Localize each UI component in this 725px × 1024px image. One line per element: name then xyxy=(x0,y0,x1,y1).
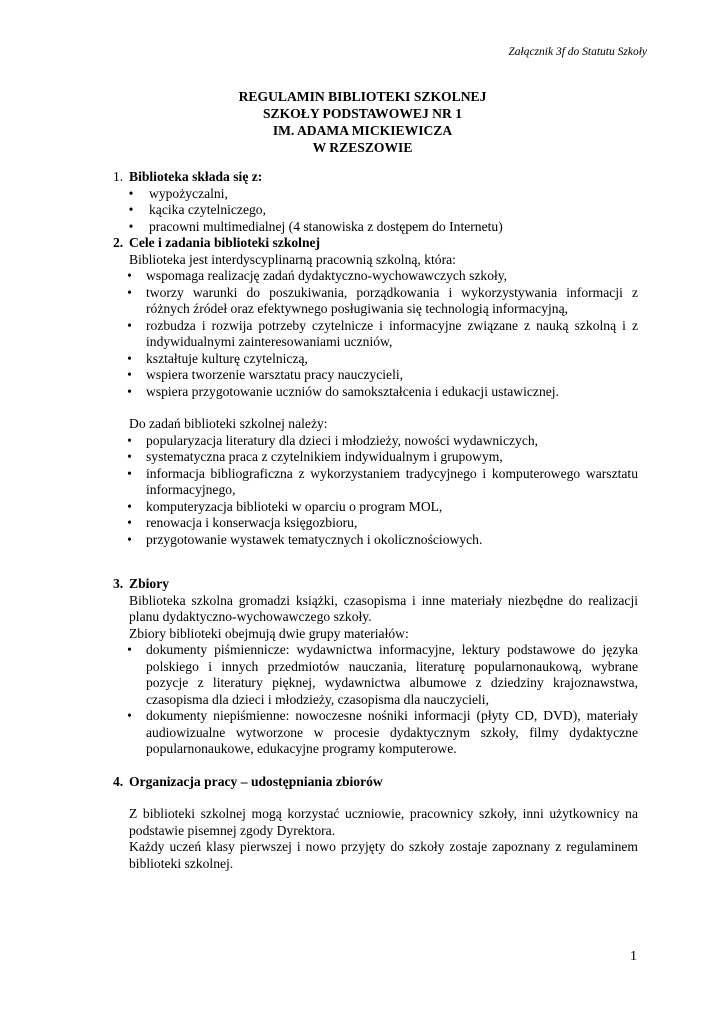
bullet-icon: • xyxy=(127,317,132,333)
bullet-icon: • xyxy=(127,449,132,464)
list-item-text: tworzy warunki do poszukiwania, porządkowania i wykorzystywania informacji z różnych źródeł oraz efektywnego posługiwania się technologią informacyjną, xyxy=(146,284,638,316)
bullet-list xyxy=(113,642,638,758)
section-title: Zbiory xyxy=(129,576,170,591)
spacer xyxy=(113,790,638,806)
section-title: Cele i zadania biblioteki szkolnej xyxy=(129,235,321,250)
appendix-note: Załącznik 3f do Statutu Szkoły xyxy=(508,46,647,58)
list-item-text: dokumenty piśmiennicze: wydawnictwa informacyjne, lektury podstawowe do języka polskiego i innych przedmiotów nauczania, literaturę popularnonaukową, wybrane pozycje z literatury pięknej, wydawnictwa albumowe z dziedziny krajoznawstwa, czasopisma dla dzieci i młodzieży, czasopisma dla nauczycieli, xyxy=(146,642,638,707)
spacer xyxy=(113,548,638,576)
section-number: 2. xyxy=(113,235,124,250)
list-item-text: dokumenty niepiśmienne: nowoczesne nośniki informacji (płyty CD, DVD), materiały audiowizualne wytworzone w procesie dydaktycznym szkoły, filmy dydaktyczne popularnonaukowe, edukacyjne programy komputerowe. xyxy=(146,708,638,756)
list-item-text: popularyzacja literatury dla dzieci i młodzieży, nowości wydawniczych, xyxy=(146,432,539,448)
bullet-list xyxy=(113,186,638,236)
section-heading xyxy=(113,235,638,252)
title-line: SZKOŁY PODSTAWOWEJ NR 1 xyxy=(262,106,463,121)
title-line: IM. ADAMA MICKIEWICZA xyxy=(272,123,453,138)
spacer xyxy=(113,400,638,416)
bullet-icon: • xyxy=(127,642,132,657)
list-item xyxy=(113,532,638,549)
paragraph: Z biblioteki szkolnej mogą korzystać uczniowie, pracownicy szkoły, inni użytkownicy na podstawie pisemnej zgody Dyrektora. xyxy=(129,806,638,838)
list-item xyxy=(113,708,638,758)
list-item-text: rozbudza i rozwija potrzeby czytelnicze i informacyjne związane z nauką szkolną i z indywidualnymi zainteresowaniami uczniów, xyxy=(146,317,638,349)
bullet-icon: • xyxy=(127,367,132,382)
list-item xyxy=(113,268,638,285)
list-item xyxy=(113,433,638,450)
list-item-text: komputeryzacja biblioteki w oparciu o program MOL, xyxy=(146,498,443,514)
list-item-text: kształtuje kulturę czytelniczą, xyxy=(146,350,308,366)
list-item-text: wspiera przygotowanie uczniów do samokształcenia i edukacji ustawicznej. xyxy=(146,383,559,399)
bullet-icon: • xyxy=(128,185,134,201)
bullet-icon: • xyxy=(127,531,132,547)
list-item xyxy=(113,186,638,203)
list-item-text: przygotowanie wystawek tematycznych i okolicznościowych. xyxy=(146,531,483,547)
list-item xyxy=(113,466,638,499)
section-heading xyxy=(113,774,638,791)
list-item-text: kącika czytelniczego, xyxy=(149,202,266,217)
list-item xyxy=(113,515,638,532)
section-title: Organizacja pracy – udostępniania zbiorów xyxy=(129,773,383,789)
section-title: Biblioteka składa się z: xyxy=(129,169,263,184)
list-item-text: wspomaga realizację zadań dydaktyczno-wychowawczych szkoły, xyxy=(146,268,508,283)
section-heading xyxy=(113,169,638,186)
list-item-text: pracowni multimedialnej (4 stanowiska z dostępem do Internetu) xyxy=(149,218,503,234)
document-body xyxy=(113,169,638,872)
bullet-icon: • xyxy=(127,383,132,399)
paragraph: Do zadań biblioteki szkolnej należy: xyxy=(129,416,328,431)
bullet-list xyxy=(113,433,638,549)
list-item xyxy=(113,351,638,368)
bullet-icon: • xyxy=(127,465,132,481)
list-item xyxy=(113,367,638,384)
section-heading xyxy=(113,576,638,593)
paragraph: Zbiory biblioteki obejmują dwie grupy materiałów: xyxy=(129,625,409,641)
list-item xyxy=(113,499,638,516)
list-item-text: systematyczna praca z czytelnikiem indywidualnym i grupowym, xyxy=(146,449,503,464)
bullet-icon: • xyxy=(127,708,132,723)
document-title xyxy=(0,88,725,156)
bullet-icon: • xyxy=(127,268,132,283)
list-item xyxy=(113,285,638,318)
list-item xyxy=(113,449,638,466)
list-item xyxy=(113,384,638,401)
section-number: 1. xyxy=(113,169,124,184)
bullet-icon: • xyxy=(127,515,132,530)
bullet-list xyxy=(113,268,638,400)
paragraph: Biblioteka szkolna gromadzi książki, czasopisma i inne materiały niezbędne do realizacji planu dydaktyczno-wychowawczego szkoły. xyxy=(129,592,638,624)
list-item-text: informacja bibliograficzna z wykorzystaniem tradycyjnego i komputerowego warsztatu informacyjnego, xyxy=(146,465,638,497)
list-item xyxy=(113,642,638,708)
bullet-icon: • xyxy=(128,218,134,234)
bullet-icon: • xyxy=(127,432,132,448)
bullet-icon: • xyxy=(127,498,132,514)
list-item xyxy=(113,318,638,351)
paragraph: Biblioteka jest interdyscyplinarną pracownią szkolną, która: xyxy=(129,251,456,267)
list-item-text: renowacja i konserwacja księgozbioru, xyxy=(146,515,358,530)
bullet-icon: • xyxy=(128,202,134,217)
list-item xyxy=(113,202,638,219)
list-item-text: wypożyczalni, xyxy=(149,185,228,201)
section-number: 4. xyxy=(113,773,124,789)
bullet-icon: • xyxy=(127,350,132,366)
list-item xyxy=(113,219,638,236)
title-line: REGULAMIN BIBLIOTEKI SZKOLNEJ xyxy=(238,89,487,104)
section-number: 3. xyxy=(113,576,124,591)
page-number: 1 xyxy=(630,949,637,964)
spacer xyxy=(113,758,638,774)
bullet-icon: • xyxy=(127,284,132,300)
list-item-text: wspiera tworzenie warsztatu pracy nauczycieli, xyxy=(146,367,404,382)
paragraph: Każdy uczeń klasy pierwszej i nowo przyjęty do szkoły zostaje zapoznany z regulaminem biblioteki szkolnej. xyxy=(129,839,638,871)
title-line: W RZESZOWIE xyxy=(312,140,413,155)
